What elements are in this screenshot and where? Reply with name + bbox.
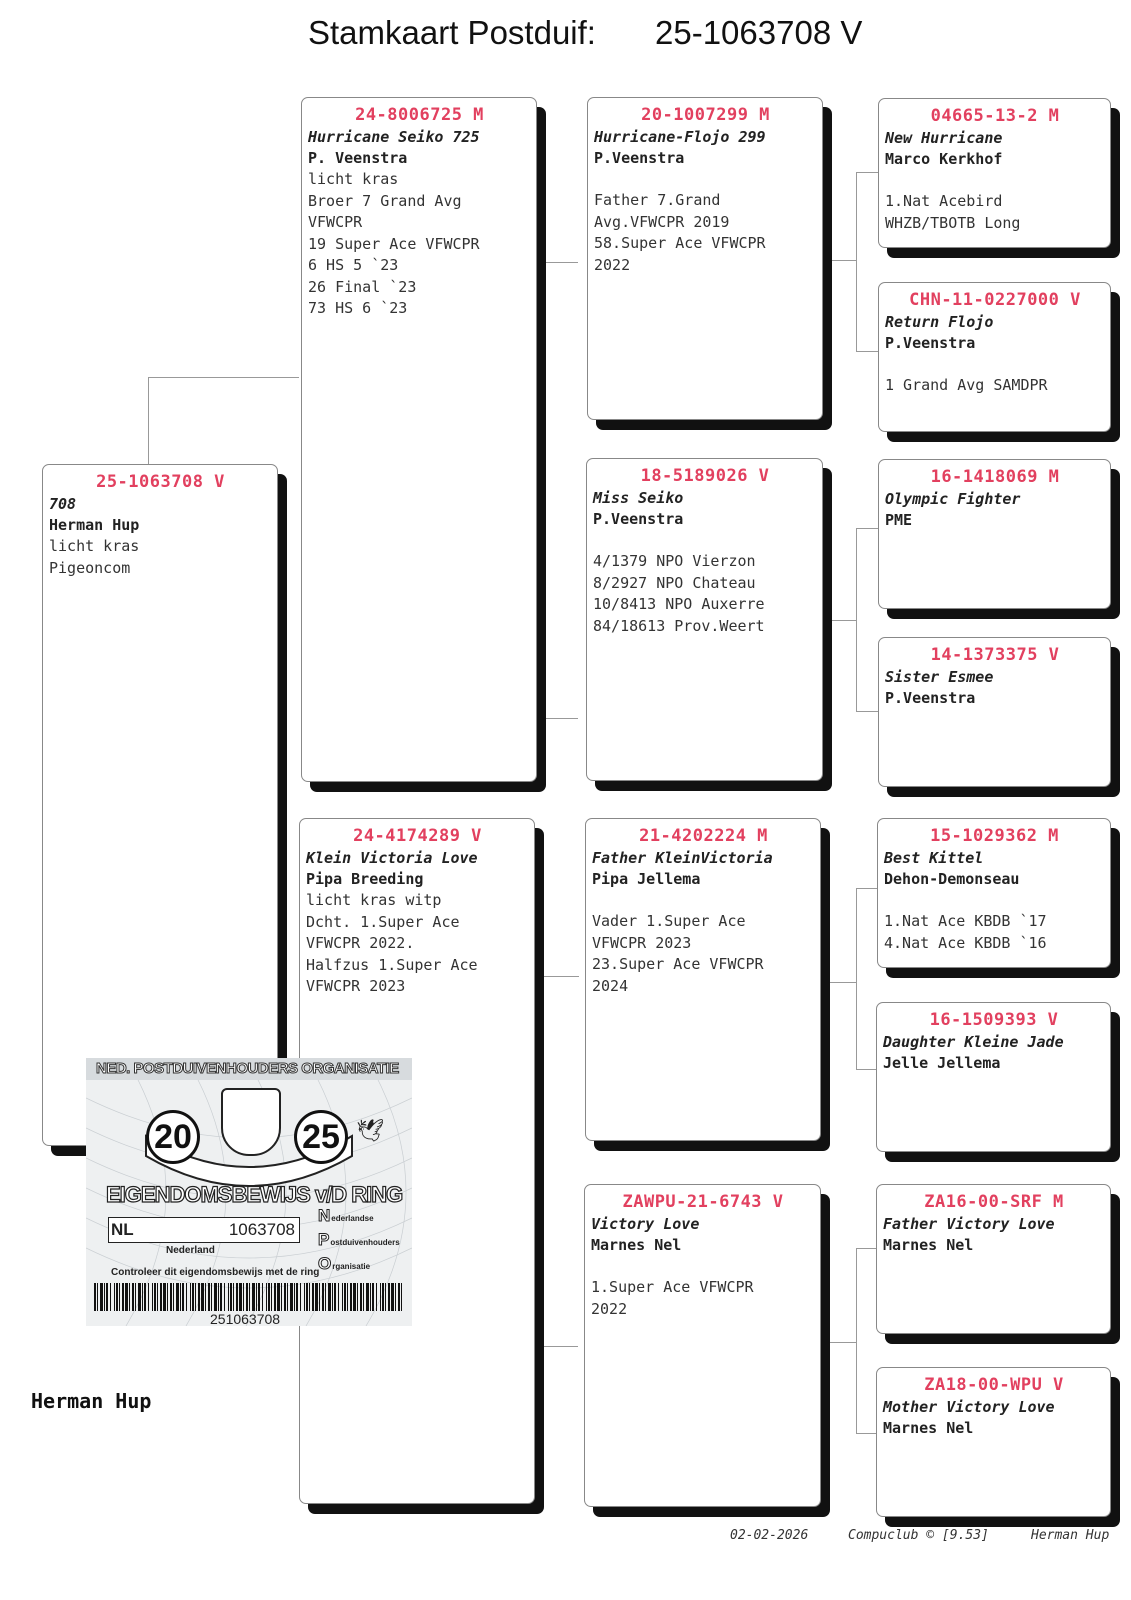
pigeon-owner: Pipa Breeding [306,870,424,888]
barcode-bar [391,1283,394,1311]
pigeon-owner: P.Veenstra [593,510,684,528]
pigeon-name: Klein Victoria Love [306,849,478,867]
barcode-bar [138,1283,141,1311]
barcode-bar [281,1283,282,1311]
pigeon-name: Miss Seiko [593,489,684,507]
barcode-bar [239,1283,242,1311]
note-line: Pigeoncom [49,558,131,577]
footer-software: Compuclub © [9.53] [848,1528,989,1543]
pigeon-card-sss[interactable] [878,98,1111,248]
footer-date: 02-02-2026 [730,1528,809,1543]
pigeon-name: Mother Victory Love [883,1398,1055,1416]
barcode-bar [176,1283,179,1311]
barcode-bar [142,1283,143,1311]
note-line: VFWCPR [308,213,363,231]
lion-crest-icon [221,1088,281,1156]
note-line: VFWCPR 2023 [306,977,406,995]
pigeon-name: Return Flojo [885,313,994,331]
barcode-bar [350,1283,352,1311]
barcode-bar [360,1283,362,1311]
barcode-bar [182,1283,184,1311]
barcode-bar [252,1283,255,1311]
barcode-bar [167,1283,168,1311]
pigeon-card-ssd[interactable] [878,282,1111,432]
barcode-bar [268,1283,270,1311]
blank-line [593,530,817,551]
barcode-bar [290,1283,293,1311]
note-line: licht kras [308,170,399,188]
barcode-bar [208,1283,210,1311]
barcode-bar [274,1283,276,1311]
connector [826,620,856,621]
barcode-bar [304,1283,305,1311]
barcode-bar [309,1283,310,1311]
barcode-bar [296,1283,298,1311]
barcode-bar [395,1283,396,1311]
connector [540,262,579,718]
connector [540,718,578,719]
barcode-bar [211,1283,212,1311]
pigeon-owner: Pipa Jellema [592,870,701,888]
pigeon-name: Victory Love [591,1215,700,1233]
barcode-bar [148,1283,149,1311]
ring-number: 21-4202224 M [639,826,768,846]
country-label: Nederland [166,1245,215,1256]
note-line: 2022 [591,1299,628,1318]
pigeon-card-dds[interactable] [876,1184,1111,1334]
barcode-bar [363,1283,364,1311]
barcode-bar [334,1283,336,1311]
pigeon-card-sire-dam[interactable] [586,458,823,781]
barcode-bar [190,1283,191,1311]
pigeon-card-subject[interactable] [42,464,278,1146]
barcode-bar [114,1283,115,1311]
barcode-bar [195,1283,196,1311]
barcode-bar [328,1283,331,1311]
ring-number: 16-1418069 M [930,467,1060,487]
blank-line [592,890,815,911]
barcode-bar [104,1283,105,1311]
note-line: 4/1379 NPO Vierzon [593,552,756,570]
barcode-bar [306,1283,308,1311]
barcode-bar [125,1283,128,1311]
connector [826,982,856,983]
note-line: Dcht. 1.Super Ace [306,912,460,931]
ring-number: CHN-11-0227000 V [909,290,1081,310]
pigeon-name: 708 [49,495,77,513]
barcode-bar [214,1283,217,1311]
ring-number: 14-1373375 V [930,645,1060,665]
ring-field [108,1217,300,1243]
blank-line [885,170,1105,191]
organisation-name: NED. POSTDUIVENHOUDERS ORGANISATIE [96,1060,399,1077]
pigeon-name: Olympic Fighter [885,490,1021,508]
barcode-bar [319,1283,320,1311]
note-line: 2022 [594,255,631,274]
pigeon-card-sdd[interactable] [878,637,1111,787]
note-line: 23.Super Ace VFWCPR [592,955,764,973]
country-code: NL [111,1220,134,1239]
barcode-bar [129,1283,130,1311]
barcode-bar [205,1283,206,1311]
barcode-bar [380,1283,381,1311]
barcode-bar [271,1283,272,1311]
connector [826,260,856,261]
ring-number: ZA16-00-SRF M [924,1192,1064,1212]
note-line: 58.Super Ace VFWCPR [594,234,766,252]
note-line: 1 Grand Avg SAMDPR [885,376,1048,394]
pigeon-name: New Hurricane [885,129,1003,147]
note-line: 19 Super Ace VFWCPR [308,234,480,253]
title-label: Stamkaart Postduif: [308,14,596,51]
ring-number-field: 1063708 [228,1220,295,1239]
note-line: 1.Nat Acebird [885,192,1003,210]
connector [540,262,578,263]
ring-number: 04665-13-2 M [930,106,1060,126]
barcode-bar [152,1283,153,1311]
barcode [94,1283,406,1311]
barcode-bar [201,1283,204,1311]
note-line: Broer 7 Grand Avg [308,191,462,210]
pigeon-name: Father Victory Love [883,1215,1055,1233]
pigeon-owner: P. Veenstra [308,149,408,167]
pigeon-card-sds[interactable] [878,459,1111,609]
barcode-bar [228,1283,229,1311]
pigeon-owner: PME [885,511,913,529]
barcode-bar [325,1283,326,1311]
check-instruction: Controleer dit eigendomsbewijs met de ring [111,1267,320,1278]
pigeon-card-dam-sire[interactable] [585,818,821,1141]
pigeon-card-dam-dam[interactable] [584,1184,821,1507]
barcode-bar [287,1283,288,1311]
barcode-bar [100,1283,103,1311]
barcode-bar [154,1283,156,1311]
barcode-bar [376,1283,377,1311]
breeder-name: Herman Hup [31,1389,152,1413]
barcode-bar [277,1283,280,1311]
pigeon-owner: Marnes Nel [883,1419,974,1437]
barcode-bar [97,1283,98,1311]
ring-number: ZA18-00-WPU V [924,1375,1064,1395]
pigeon-name: Best Kittel [884,849,984,867]
footer-owner: Herman Hup [1031,1528,1110,1543]
note-line: 26 Final `23 [308,277,417,296]
ring-number: 24-4174289 V [353,826,482,846]
barcode-bar [315,1283,318,1311]
barcode-bar [312,1283,314,1311]
note-line: 6 HS 5 `23 [308,256,399,274]
barcode-bar [198,1283,200,1311]
note-line: WHZB/TBOTB Long [885,213,1021,232]
barcode-bar [157,1283,158,1311]
barcode-bar [180,1283,181,1311]
barcode-bar [186,1283,187,1311]
pigeon-name: Hurricane-Flojo 299 [594,128,766,146]
note-line: 73 HS 6 `23 [308,299,408,317]
pigeon-owner: Herman Hup [49,516,140,534]
ring-number: 20-1007299 M [641,105,770,125]
year-left: 20 [146,1110,200,1164]
barcode-bar [243,1283,244,1311]
barcode-bar [398,1283,400,1311]
page-title [308,14,863,52]
barcode-bar [110,1283,111,1311]
barcode-bar [119,1283,120,1311]
barcode-bar [294,1283,295,1311]
barcode-number: 251063708 [210,1311,281,1326]
pigeon-owner: P.Veenstra [885,689,976,707]
barcode-bar [370,1283,371,1311]
barcode-bar [135,1283,136,1311]
pigeon-owner: Marco Kerkhof [885,150,1003,168]
barcode-bar [357,1283,358,1311]
note-line: 4.Nat Ace KBDB `16 [884,933,1047,952]
note-line: licht kras [49,537,140,555]
barcode-bar [132,1283,134,1311]
barcode-bar [332,1283,333,1311]
pigeon-card-sire[interactable] [301,97,537,782]
note-line: 2024 [592,976,629,995]
pigeon-owner: Marnes Nel [883,1236,974,1254]
pigeon-card-sire-sire[interactable] [587,97,823,420]
barcode-bar [347,1283,348,1311]
pigeon-owner: Jelle Jellema [883,1054,1001,1072]
npo-line: Postduivenhouders [318,1230,400,1249]
title-ring: 25-1063708 V [655,14,863,51]
pigeon-owner: P.Veenstra [885,334,976,352]
ring-number: 24-8006725 M [355,105,484,125]
barcode-bar [388,1283,390,1311]
pigeon-name: Father KleinVictoria [592,849,773,867]
pigeon-owner: P.Veenstra [594,149,685,167]
barcode-bar [192,1283,194,1311]
ring-number: ZAWPU-21-6743 V [622,1192,784,1212]
connector [856,528,879,712]
pigeon-owner: Dehon-Demonseau [884,870,1020,888]
barcode-bar [249,1283,250,1311]
blank-line [884,890,1105,911]
pigeon-name: Sister Esmee [885,668,994,686]
note-line: VFWCPR 2023 [592,933,692,952]
note-line: VFWCPR 2022. [306,934,415,952]
barcode-bar [163,1283,166,1311]
note-line: 84/18613 Prov.Weert [593,616,765,635]
ring-number: 16-1509393 V [929,1010,1059,1030]
barcode-bar [372,1283,374,1311]
barcode-bar [220,1283,222,1311]
note-line: Halfzus 1.Super Ace [306,955,478,974]
barcode-bar [382,1283,384,1311]
barcode-bar [233,1283,234,1311]
barcode-bar [246,1283,248,1311]
note-line: Avg.VFWCPR 2019 [594,212,730,231]
blank-line [591,1256,815,1277]
pigeon-name: Hurricane Seiko 725 [308,128,480,146]
barcode-bar [218,1283,219,1311]
connector [856,172,879,352]
certificate-title: EIGENDOMSBEWIJS v/D RING [106,1182,403,1207]
barcode-bar [224,1283,225,1311]
barcode-bar [106,1283,108,1311]
pigeon-card-dsd[interactable] [876,1002,1111,1152]
barcode-bar [236,1283,238,1311]
barcode-bar [322,1283,324,1311]
barcode-bar [116,1283,118,1311]
connector [540,1346,578,1347]
barcode-bar [258,1283,260,1311]
note-line: 1.Nat Ace KBDB `17 [884,912,1047,930]
barcode-bar [300,1283,301,1311]
note-line: Father 7.Grand [594,191,721,209]
barcode-bar [170,1283,172,1311]
note-line: licht kras witp [306,891,442,909]
barcode-bar [284,1283,286,1311]
connector [540,976,579,1347]
connector [148,377,299,466]
note-line: Vader 1.Super Ace [592,912,746,930]
note-line: 8/2927 NPO Chateau [593,573,756,592]
barcode-bar [385,1283,386,1311]
npo-line: Organisatie [318,1254,371,1273]
barcode-bar [262,1283,263,1311]
npo-line: Nederlandse [318,1206,374,1225]
barcode-bar [353,1283,356,1311]
note-line: 10/8413 NPO Auxerre [593,595,765,613]
year-right: 25 [294,1110,348,1164]
blank-line [885,354,1105,375]
barcode-bar [160,1283,162,1311]
note-line: 1.Super Ace VFWCPR [591,1278,754,1296]
connector [826,1342,856,1343]
barcode-bar [256,1283,257,1311]
pigeon-name: Daughter Kleine Jade [883,1033,1064,1051]
barcode-bar [338,1283,339,1311]
ownership-certificate [86,1058,412,1326]
pigeon-card-ddd[interactable] [876,1367,1111,1517]
barcode-bar [401,1283,402,1311]
barcode-bar [144,1283,146,1311]
barcode-bar [122,1283,124,1311]
barcode-bar [173,1283,174,1311]
ring-number: 15-1029362 M [930,826,1059,846]
barcode-bar [366,1283,369,1311]
blank-line [594,169,817,190]
barcode-bar [342,1283,343,1311]
barcode-bar [230,1283,232,1311]
ring-number: 25-1063708 V [96,472,225,492]
ring-number: 18-5189026 V [640,466,770,486]
barcode-bar [266,1283,267,1311]
barcode-bar [94,1283,96,1311]
pigeon-owner: Marnes Nel [591,1236,682,1254]
pigeon-card-dss[interactable] [877,818,1111,968]
dove-icon: 🕊 [356,1118,384,1143]
barcode-bar [344,1283,346,1311]
